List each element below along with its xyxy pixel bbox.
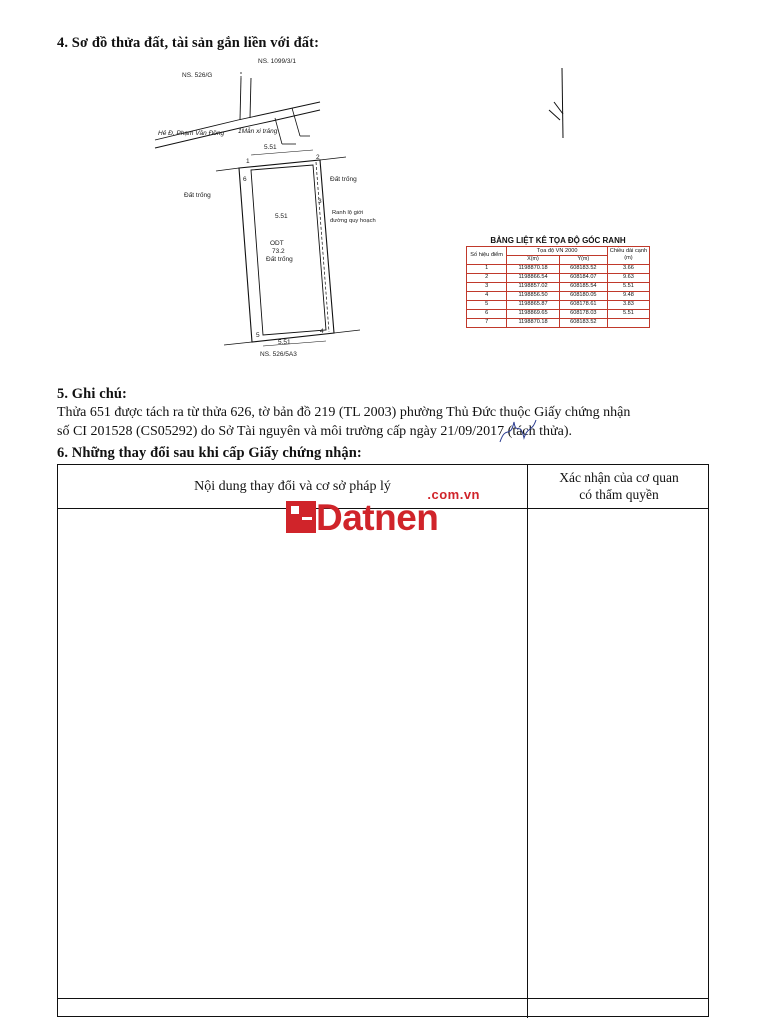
changes-table-header-content: Nội dung thay đổi và cơ sở pháp lý: [194, 479, 391, 494]
drawing-label-ns-526g: NS. 526/G: [182, 72, 213, 79]
corner-number: 3: [318, 198, 322, 205]
coord-cell-len: 5.51: [607, 282, 649, 291]
coord-cell-y: 608180.05: [559, 291, 607, 300]
section-5-line-2: số CI 201528 (CS05292) do Sở Tài nguyên và môi trường cấp ngày 21/09/2017 (tách thửa).: [57, 424, 572, 439]
drawing-label-dat-trong-inner: Đất trống: [266, 256, 293, 263]
drawing-label-odt: ODT: [270, 240, 284, 247]
coord-cell-x: 1198869.65: [507, 309, 560, 318]
table-row: [467, 291, 650, 300]
signature-mark: [498, 418, 538, 444]
drawing-dim-mid: 5.51: [275, 213, 288, 220]
coord-cell-y: 608183.52: [559, 264, 607, 273]
corner-number: 5: [256, 332, 260, 339]
authority-line-1: Xác nhận của cơ quan: [559, 470, 679, 486]
drawing-label-ns-526-5a3: NS. 526/5A3: [260, 351, 297, 358]
watermark-domain-suffix: .com.vn: [427, 487, 480, 502]
drawing-label-ns-1099: NS. 1099/3/1: [258, 58, 296, 65]
authority-line-2: có thẩm quyền: [579, 487, 659, 502]
section-4-heading: 4. Sơ đồ thửa đất, tài sản gắn liền với đất:: [57, 35, 320, 51]
coord-subheader-x: X(m): [507, 255, 560, 264]
corner-number: 6: [243, 176, 247, 183]
table-row: [467, 273, 650, 282]
section-5-line-1: Thửa 651 được tách ra từ thửa 626, tờ bản đồ 219 (TL 2003) phường Thủ Đức thuộc Giấy chứng nhận: [57, 405, 631, 420]
drawing-label-man-xi-trang: 1Mẫn xi trảng: [238, 128, 278, 135]
drawing-dim-top: 5.51: [264, 144, 277, 151]
drawing-dim-bottom: 5.51: [278, 339, 291, 346]
changes-table: [57, 464, 709, 1017]
corner-number: 1: [246, 158, 250, 165]
table-row: [467, 264, 650, 273]
coord-header-coords: Tọa độ VN 2000: [507, 247, 608, 256]
table-row: [467, 318, 650, 327]
table-row: [467, 309, 650, 318]
drawing-label-street: Hẻ Đ. Phạm Văn Đồng: [158, 130, 225, 137]
corner-number: 4: [320, 328, 324, 335]
drawing-label-dat-trong-left: Đất trống: [184, 192, 211, 199]
watermark-brand: Datnen: [316, 497, 439, 538]
table-row: [467, 300, 650, 309]
changes-table-row-divider: [58, 998, 708, 999]
changes-table-header-authority: [528, 465, 710, 509]
section-6-heading: 6. Những thay đổi sau khi cấp Giấy chứng nhận:: [57, 445, 362, 461]
coord-cell-x: 1198870.18: [507, 318, 560, 327]
drawing-label-dat-trong-right: Đất trống: [330, 176, 357, 183]
coord-cell-y: 608178.03: [559, 309, 607, 318]
coord-cell-id: 2: [467, 273, 507, 282]
drawing-label-ranh-lo-gioi: Ranh lộ giới: [332, 210, 364, 216]
coord-table-title: BẢNG LIỆT KÊ TỌA ĐỘ GÓC RANH: [490, 236, 626, 245]
corner-number: 2: [316, 154, 320, 161]
section-5-heading: 5. Ghi chú:: [57, 386, 127, 402]
coord-cell-y: 608185.54: [559, 282, 607, 291]
coord-cell-len: 5.51: [607, 309, 649, 318]
coord-cell-id: 1: [467, 264, 507, 273]
coord-cell-id: 4: [467, 291, 507, 300]
coord-cell-len: 9.63: [607, 273, 649, 282]
coord-cell-x: 1198870.18: [507, 264, 560, 273]
table-row: [467, 282, 650, 291]
coord-cell-id: 6: [467, 309, 507, 318]
coord-cell-len: [607, 318, 649, 327]
coord-cell-y: 608178.61: [559, 300, 607, 309]
coord-cell-len: 9.48: [607, 291, 649, 300]
coord-cell-x: 1198857.02: [507, 282, 560, 291]
coord-cell-x: 1198865.87: [507, 300, 560, 309]
coord-cell-len: 3.83: [607, 300, 649, 309]
drawing-label-area: 73.2: [272, 248, 285, 255]
coord-cell-len: 3.66: [607, 264, 649, 273]
coord-header-id: Số hiệu điểm: [467, 247, 507, 265]
changes-table-column-divider: [527, 465, 528, 1018]
drawing-label-duong-quy-hoach: đường quy hoạch: [330, 218, 376, 224]
coord-cell-y: 608184.07: [559, 273, 607, 282]
coord-cell-id: 3: [467, 282, 507, 291]
coord-cell-id: 7: [467, 318, 507, 327]
coord-table-wrapper: [466, 246, 650, 328]
coord-cell-x: 1198866.54: [507, 273, 560, 282]
coord-header-length: Chiều dài cạnh (m): [607, 247, 649, 265]
coord-cell-id: 5: [467, 300, 507, 309]
coord-cell-x: 1198856.50: [507, 291, 560, 300]
coord-table: [466, 246, 650, 328]
coord-cell-y: 608183.52: [559, 318, 607, 327]
coord-subheader-y: Y(m): [559, 255, 607, 264]
